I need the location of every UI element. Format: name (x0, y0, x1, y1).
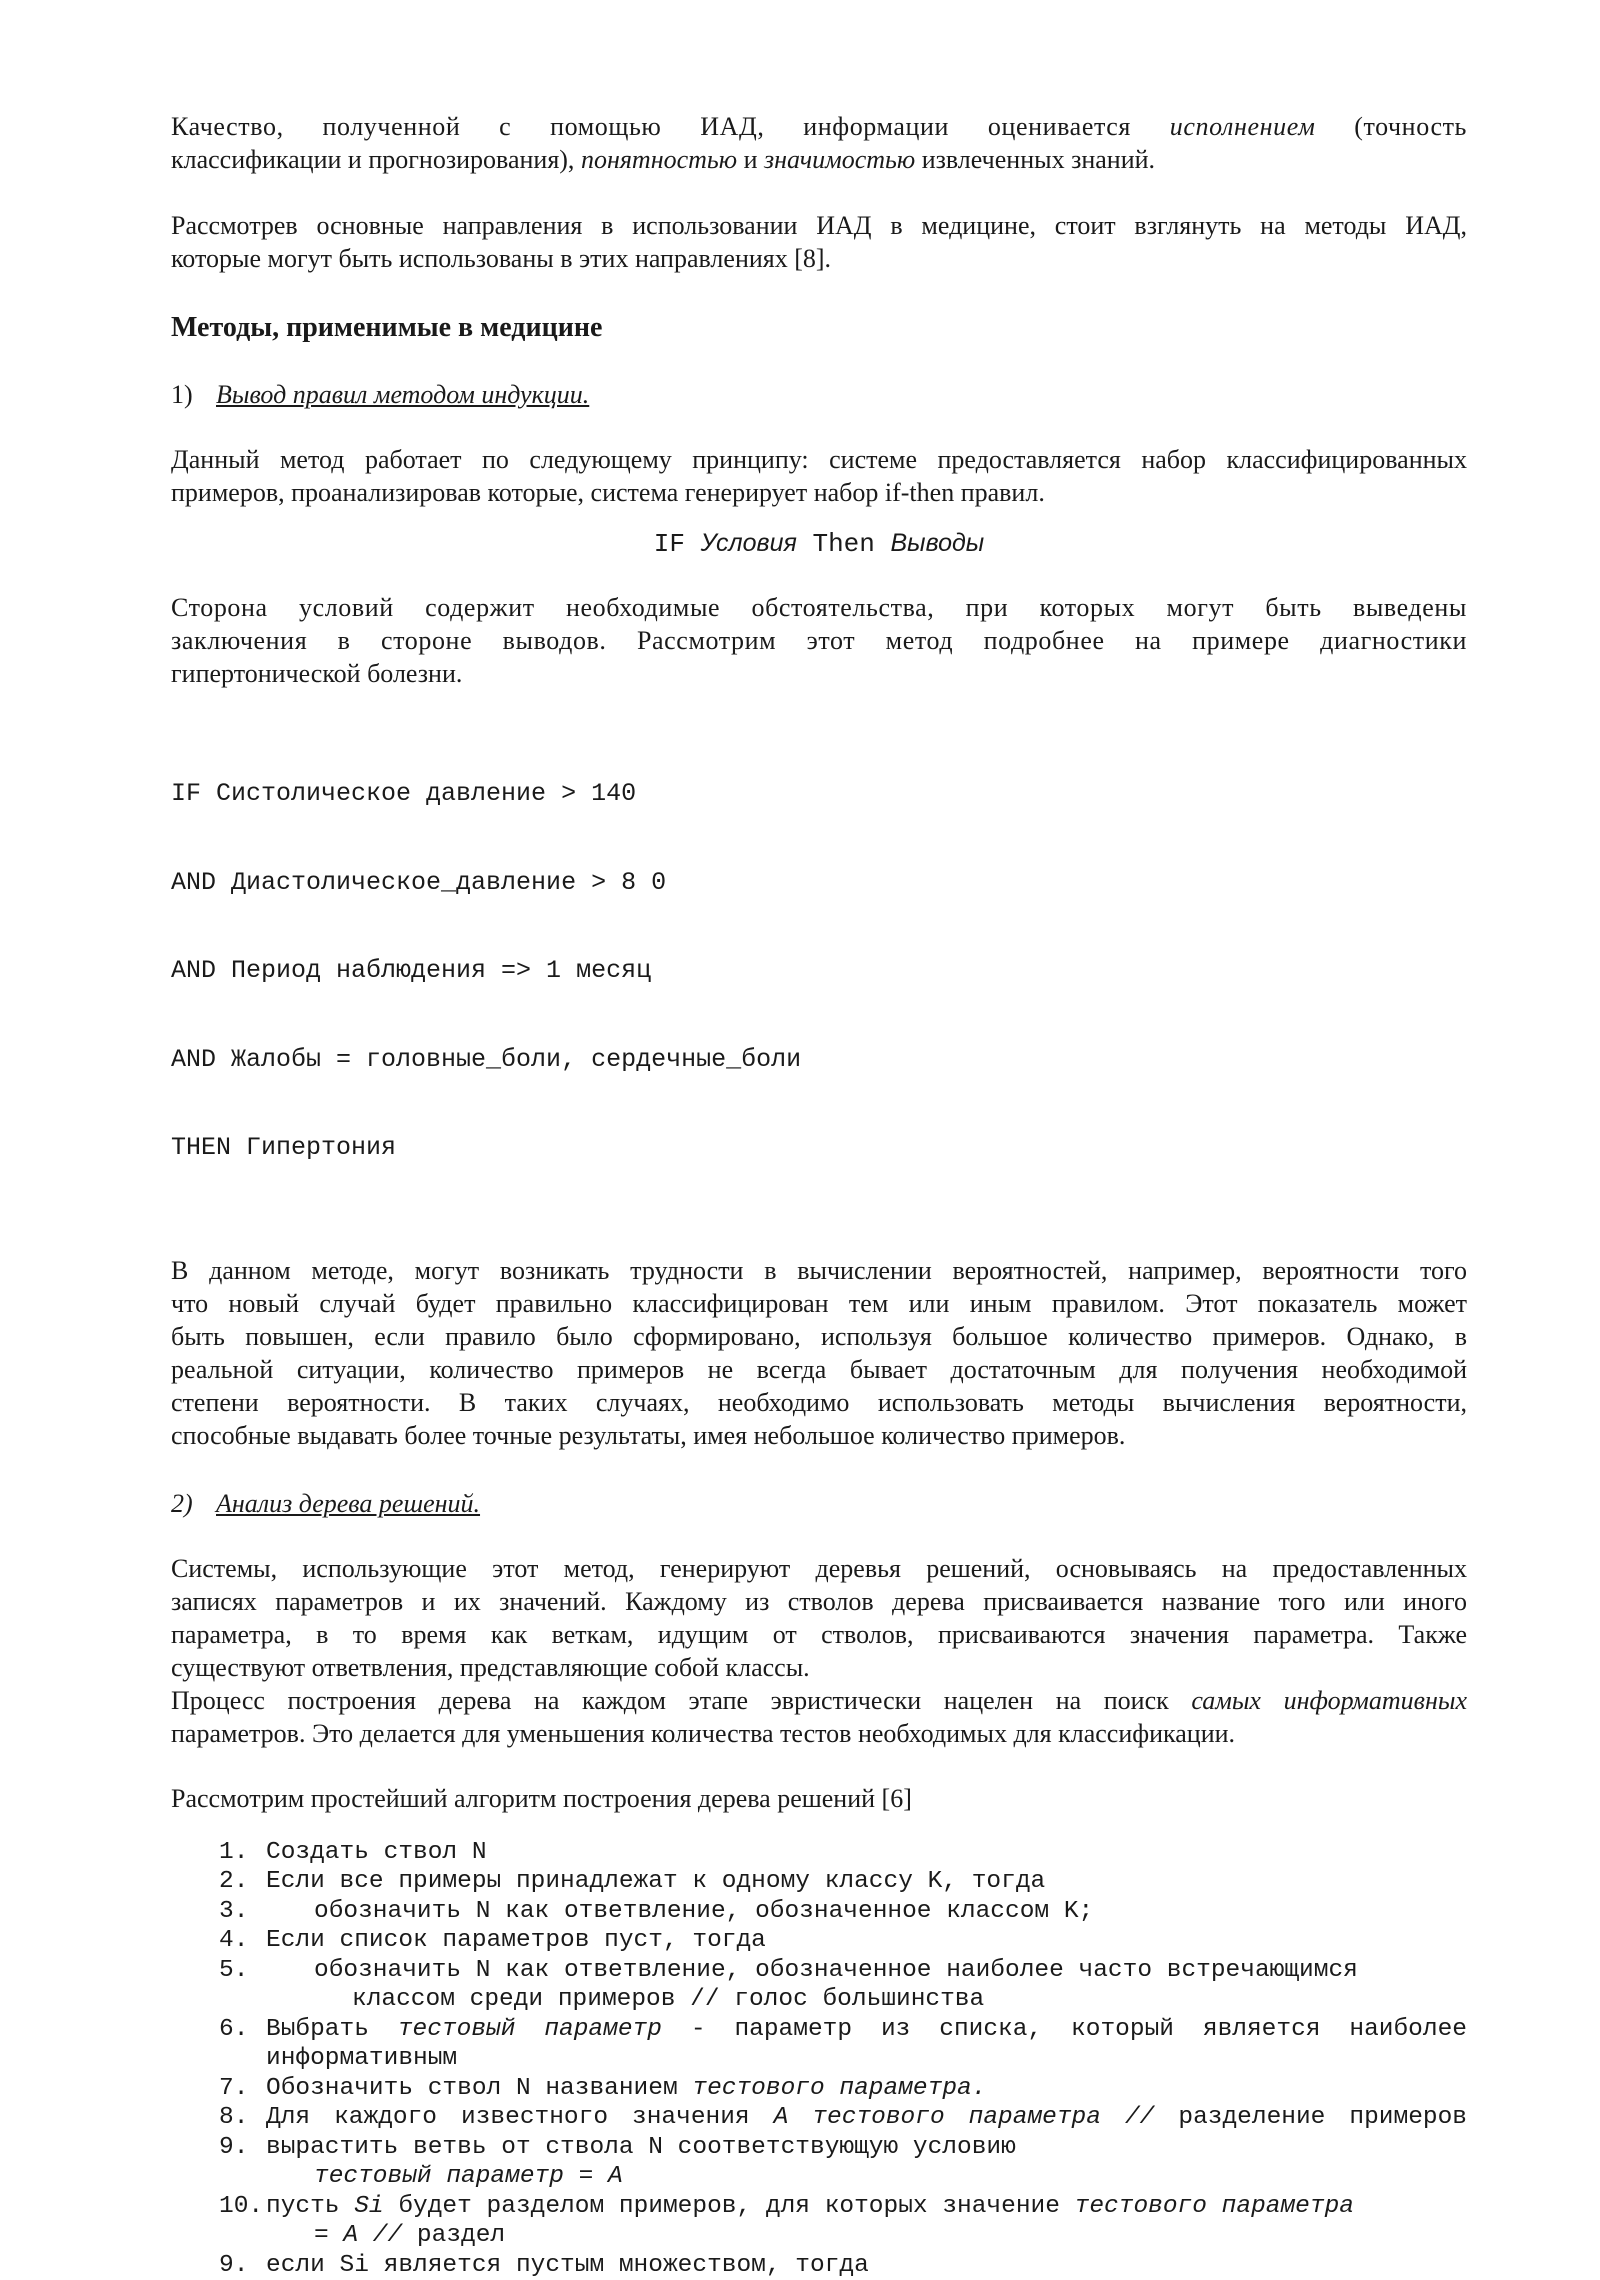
emphasis: A тестового параметра // (774, 2104, 1155, 2131)
paragraph-difficulties-line2: что новый случай будет правильно классифицирован тем или иным правилом. Этот показатель может (171, 1287, 1467, 1320)
text: Выбрать (266, 2016, 398, 2043)
item-number: 1. (219, 1838, 266, 1868)
section-heading: Методы, применимые в медицине (171, 310, 1467, 346)
text: - параметр из списка, который является наиболее (662, 2016, 1467, 2043)
item-number: 5. (219, 1956, 266, 2015)
method-title: Вывод правил методом индукции. (216, 378, 589, 411)
text: и (737, 145, 764, 174)
item-number: 9. (219, 2251, 266, 2280)
item-number: 4. (219, 1926, 266, 1956)
list-item (219, 1867, 1467, 1897)
item-line: классом среди примеров // голос большинства (314, 1985, 1467, 2015)
paragraph-conditions-line1: Сторона условий содержит необходимые обстоятельства, при которых могут быть выведены (171, 591, 1467, 624)
paragraph-tree-line2: записях параметров и их значений. Каждому из стволов дерева присваивается название того или иного (171, 1585, 1467, 1618)
emphasis: исполнением (1170, 112, 1316, 141)
emphasis: понятностью (581, 145, 737, 174)
list-item (219, 2074, 1467, 2104)
item-text (266, 2192, 1467, 2251)
paragraph-quality (171, 110, 1467, 143)
list-item (219, 1897, 1467, 1927)
item-line: вырастить ветвь от ствола N соответствующую условию (266, 2133, 1467, 2163)
item-text: обозначить N как ответвление, обозначенное классом K; (266, 1897, 1467, 1927)
text: (точность (1315, 112, 1467, 141)
emphasis: = A // (314, 2222, 402, 2249)
emphasis: тестового параметра (1075, 2193, 1354, 2220)
item-text (266, 2074, 1467, 2104)
method-2-heading (171, 1487, 1467, 1520)
item-text: Если все примеры принадлежат к одному классу K, тогда (266, 1867, 1467, 1897)
list-item (219, 2251, 1467, 2280)
paragraph-induction-line2: примеров, проанализировав которые, система генерирует набор if-then правил. (171, 476, 1467, 509)
code-line: AND Диастолическое_давление > 8 0 (171, 868, 1467, 898)
paragraph-tree-line1: Системы, использующие этот метод, генерируют деревья решений, основываясь на предоставленных (171, 1552, 1467, 1585)
paragraph-tree-line4: существуют ответвления, представляющие собой классы. (171, 1651, 1467, 1684)
item-text: Создать ствол N (266, 1838, 1467, 1868)
item-line (266, 2015, 1467, 2045)
item-text (266, 2133, 1467, 2192)
paragraph-induction-line1: Данный метод работает по следующему принципу: системе предоставляется набор классифицированных (171, 443, 1467, 476)
item-text (266, 2015, 1467, 2074)
emphasis: тестового параметра. (692, 2075, 986, 2102)
emphasis: значимостью (764, 145, 915, 174)
text: Процесс построения дерева на каждом этапе эвристически нацелен на поиск (171, 1686, 1191, 1715)
item-number: 8. (219, 2103, 266, 2133)
method-number: 2) (171, 1487, 216, 1520)
code-line: AND Период наблюдения => 1 месяц (171, 956, 1467, 986)
text: извлеченных знаний. (915, 145, 1155, 174)
document-page (171, 110, 1467, 2280)
paragraph-tree-line6: параметров. Это делается для уменьшения количества тестов необходимых для классификации. (171, 1717, 1467, 1750)
code-line: IF Систолическое давление > 140 (171, 779, 1467, 809)
paragraph-algorithm-intro: Рассмотрим простейший алгоритм построения дерева решений [6] (171, 1782, 1467, 1815)
item-text: если Si является пустым множеством, тогда (266, 2251, 1467, 2280)
paragraph-overview-line2: которые могут быть использованы в этих направлениях [8]. (171, 242, 1467, 275)
text: разделение примеров (1154, 2104, 1467, 2131)
list-item (219, 2133, 1467, 2192)
text: раздел (402, 2222, 505, 2249)
emphasis: самых информативных (1191, 1686, 1467, 1715)
item-number: 6. (219, 2015, 266, 2074)
code-example (171, 720, 1467, 1222)
paragraph-quality-cont (171, 143, 1467, 176)
paragraph-difficulties-line4: реальной ситуации, количество примеров не всегда бывает достаточным для получения необходимой (171, 1353, 1467, 1386)
list-item (219, 1838, 1467, 1868)
method-title: Анализ дерева решений. (216, 1487, 480, 1520)
paragraph-difficulties-line3: быть повышен, если правило было сформировано, используя большое количество примеров. Однако, в (171, 1320, 1467, 1353)
paragraph-difficulties-line1: В данном методе, могут возникать трудности в вычислении вероятностей, например, вероятности того (171, 1254, 1467, 1287)
code-line: AND Жалобы = головные_боли, сердечные_боли (171, 1045, 1467, 1075)
paragraph-tree-line5 (171, 1684, 1467, 1717)
list-item (219, 2103, 1467, 2133)
text: Обозначить ствол N названием (266, 2075, 692, 2102)
rule-conclusions: Выводы (891, 529, 985, 557)
list-item (219, 1926, 1467, 1956)
paragraph-difficulties-line6: способные выдавать более точные результаты, имея небольшое количество примеров. (171, 1419, 1467, 1452)
list-item (219, 2192, 1467, 2251)
list-item (219, 1956, 1467, 2015)
emphasis: тестовый параметр (398, 2016, 662, 2043)
paragraph-conditions-line2: заключения в стороне выводов. Рассмотрим этот метод подробнее на примере диагностики (171, 624, 1467, 657)
paragraph-difficulties-line5: степени вероятности. В таких случаях, необходимо использовать методы вычисления вероятности, (171, 1386, 1467, 1419)
item-text (266, 2103, 1467, 2133)
method-1-heading (171, 378, 1467, 411)
item-number: 3. (219, 1897, 266, 1927)
emphasis: Si (354, 2193, 383, 2220)
item-line (266, 2192, 1467, 2222)
item-number: 10. (219, 2192, 266, 2251)
item-number: 9. (219, 2133, 266, 2192)
keyword-then: Then (812, 529, 874, 559)
item-text (266, 1956, 1467, 2015)
paragraph-tree-line3: параметра, в то время как веткам, идущим от стволов, присваиваются значения параметра. Также (171, 1618, 1467, 1651)
emphasis: тестовый параметр = A (314, 2163, 623, 2190)
code-line: THEN Гипертония (171, 1133, 1467, 1163)
rule-formula (171, 527, 1467, 561)
text: классификации и прогнозирования), (171, 145, 581, 174)
method-number: 1) (171, 378, 216, 411)
item-number: 2. (219, 1867, 266, 1897)
text: Качество, полученной с помощью ИАД, информации оценивается (171, 112, 1170, 141)
text: будет разделом примеров, для которых значение (384, 2193, 1075, 2220)
item-text: Если список параметров пуст, тогда (266, 1926, 1467, 1956)
item-line: обозначить N как ответвление, обозначенное наиболее часто встречающимся (314, 1956, 1467, 1986)
text: пусть (266, 2193, 354, 2220)
item-line: информативным (266, 2044, 1467, 2074)
item-number: 7. (219, 2074, 266, 2104)
keyword-if: IF (654, 529, 685, 559)
paragraph-overview-line1: Рассмотрев основные направления в использовании ИАД в медицине, стоит взглянуть на методы ИАД, (171, 209, 1467, 242)
item-line (266, 2221, 1467, 2251)
paragraph-conditions-line3: гипертонической болезни. (171, 657, 1467, 690)
list-item (219, 2015, 1467, 2074)
rule-conditions: Условия (701, 529, 797, 557)
algorithm-list (219, 1838, 1467, 2280)
text: Для каждого известного значения (266, 2104, 774, 2131)
